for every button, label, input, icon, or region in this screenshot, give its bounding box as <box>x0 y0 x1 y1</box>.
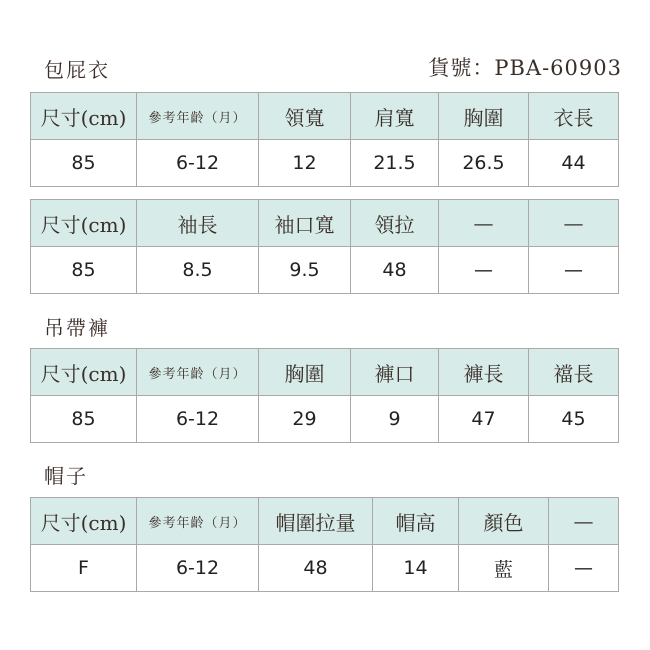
cell-size: 85 <box>31 247 137 294</box>
product-sku: 貨號：PBA-60903 <box>428 56 622 80</box>
cell-empty: — <box>439 247 529 294</box>
cell-leg-opening: 9 <box>351 396 439 443</box>
header-age: 參考年齡（月） <box>137 498 259 545</box>
cell-cuff-width: 9.5 <box>259 247 351 294</box>
header-hat-circumference: 帽圍拉量 <box>259 498 373 545</box>
cell-size: 85 <box>31 140 137 187</box>
table-row <box>31 396 619 443</box>
header-size: 尺寸(cm) <box>31 349 137 396</box>
hat-size-table <box>30 497 619 592</box>
cell-rise: 45 <box>529 396 619 443</box>
bodysuit-size-table-1 <box>30 92 619 187</box>
header-hat-height: 帽高 <box>373 498 459 545</box>
cell-sleeve-length: 8.5 <box>137 247 259 294</box>
cell-empty: — <box>549 545 619 592</box>
section-title-bodysuit: 包屁衣 <box>44 58 110 82</box>
cell-age: 6-12 <box>137 545 259 592</box>
cell-hat-circumference: 48 <box>259 545 373 592</box>
header-chest: 胸圍 <box>259 349 351 396</box>
cell-hat-height: 14 <box>373 545 459 592</box>
table-header-row <box>31 349 619 396</box>
cell-empty: — <box>529 247 619 294</box>
header-size: 尺寸(cm) <box>31 498 137 545</box>
header-empty: — <box>549 498 619 545</box>
cell-chest: 26.5 <box>439 140 529 187</box>
header-neck-stretch: 領拉 <box>351 200 439 247</box>
header-shoulder-width: 肩寬 <box>351 93 439 140</box>
header-sleeve-length: 袖長 <box>137 200 259 247</box>
header-empty: — <box>529 200 619 247</box>
cell-pants-length: 47 <box>439 396 529 443</box>
cell-length: 44 <box>529 140 619 187</box>
bodysuit-size-table-2 <box>30 199 619 294</box>
header-age: 參考年齡（月） <box>137 349 259 396</box>
header-pants-length: 褲長 <box>439 349 529 396</box>
cell-age: 6-12 <box>137 396 259 443</box>
header-leg-opening: 褲口 <box>351 349 439 396</box>
header-neck-width: 領寬 <box>259 93 351 140</box>
table-row <box>31 247 619 294</box>
cell-neck-stretch: 48 <box>351 247 439 294</box>
table-row <box>31 140 619 187</box>
section-title-overalls: 吊帶褲 <box>44 316 110 340</box>
table-row <box>31 545 619 592</box>
header-empty: — <box>439 200 529 247</box>
header-chest: 胸圍 <box>439 93 529 140</box>
cell-color: 藍 <box>459 545 549 592</box>
section-title-hat: 帽子 <box>44 464 88 488</box>
header-cuff-width: 袖口寬 <box>259 200 351 247</box>
cell-size: F <box>31 545 137 592</box>
cell-size: 85 <box>31 396 137 443</box>
cell-shoulder-width: 21.5 <box>351 140 439 187</box>
header-length: 衣長 <box>529 93 619 140</box>
cell-neck-width: 12 <box>259 140 351 187</box>
header-rise: 襠長 <box>529 349 619 396</box>
cell-chest: 29 <box>259 396 351 443</box>
table-header-row <box>31 498 619 545</box>
overalls-size-table <box>30 348 619 443</box>
header-size: 尺寸(cm) <box>31 93 137 140</box>
header-size: 尺寸(cm) <box>31 200 137 247</box>
table-header-row <box>31 200 619 247</box>
table-header-row <box>31 93 619 140</box>
cell-age: 6-12 <box>137 140 259 187</box>
header-age: 參考年齡（月） <box>137 93 259 140</box>
header-color: 顏色 <box>459 498 549 545</box>
